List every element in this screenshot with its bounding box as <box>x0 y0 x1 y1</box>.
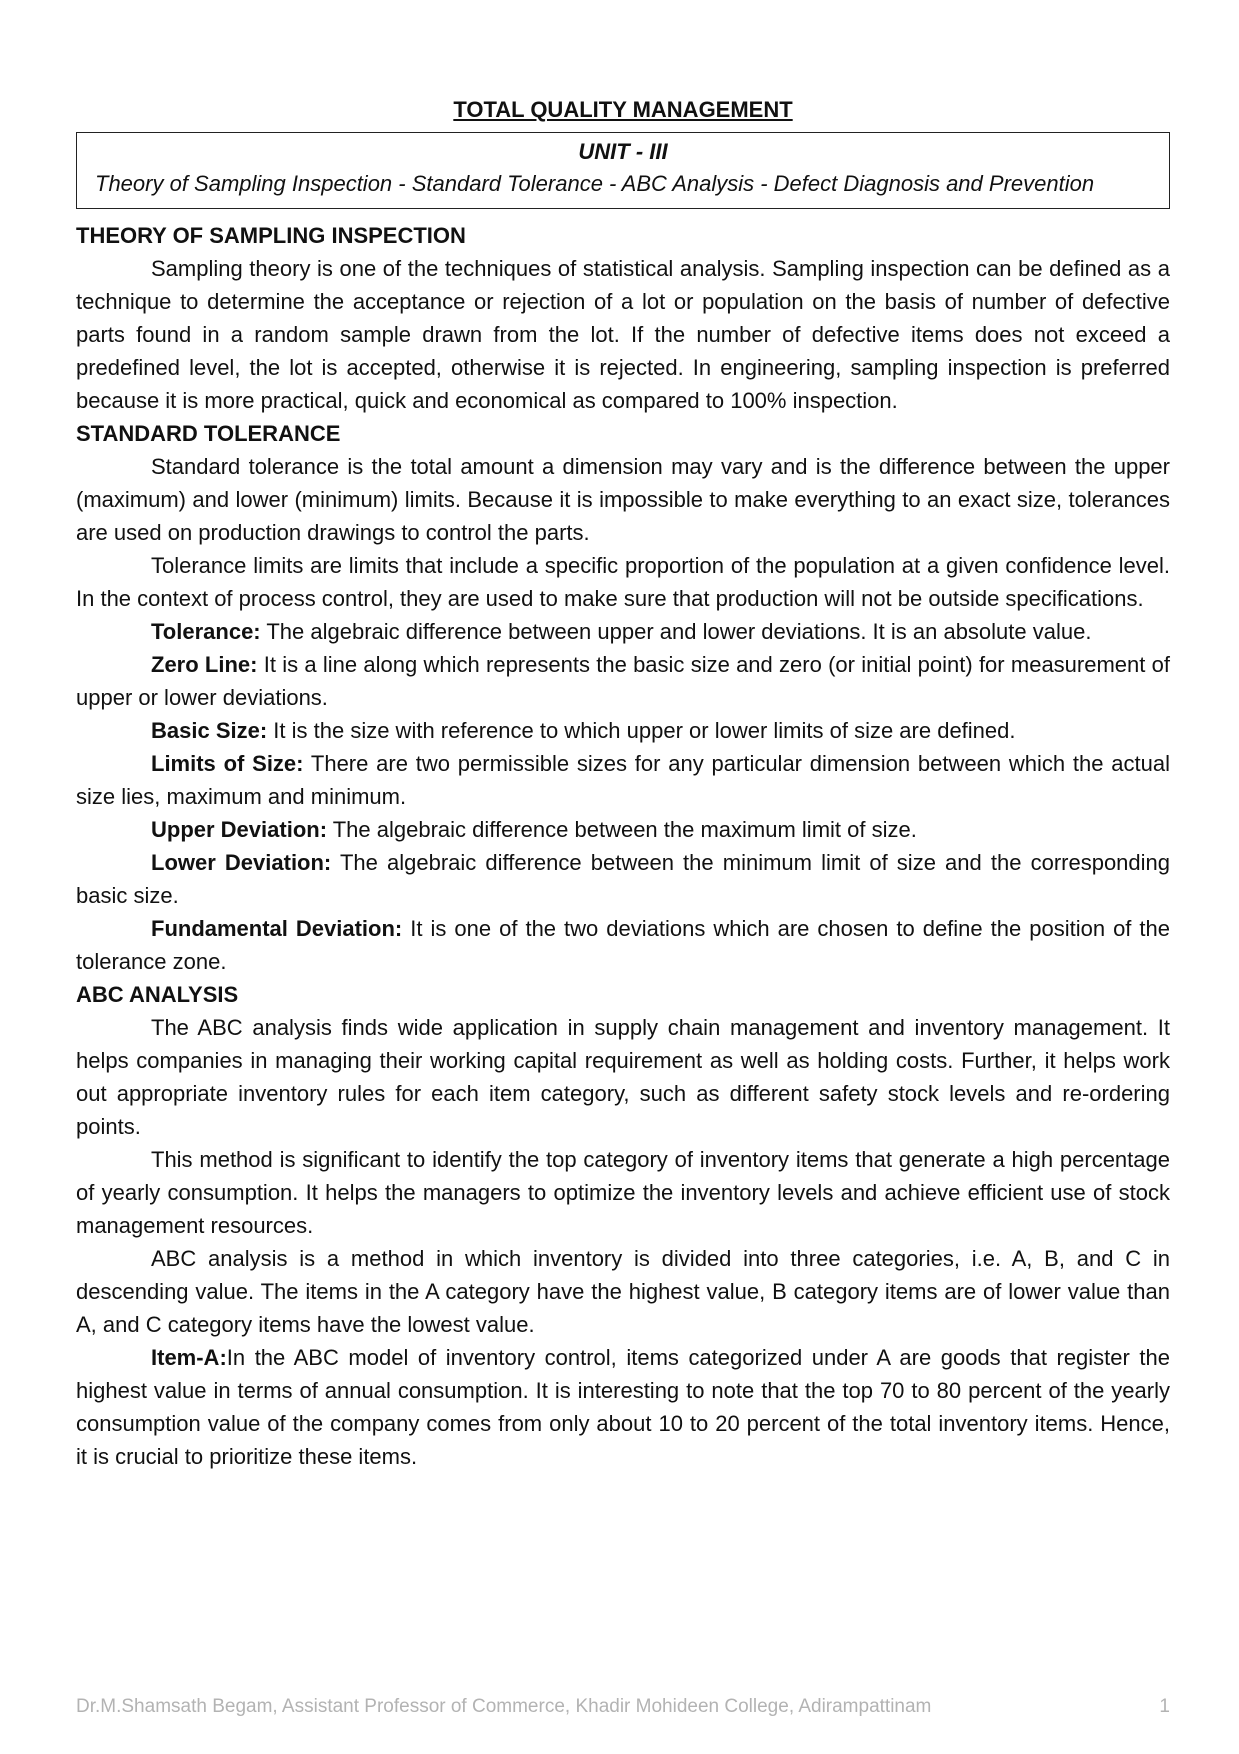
definition-tolerance <box>76 615 1170 648</box>
section-heading-sampling: THEORY OF SAMPLING INSPECTION <box>76 223 466 248</box>
document-page <box>76 96 1170 1473</box>
sampling-paragraph-1: Sampling theory is one of the techniques of statistical analysis. Sampling inspection can be defined as a technique to determine the acceptance or rejection of a lot or population on the basis of number of defective parts found in a random sample drawn from the lot. If the number of defective items does not exceed a predefined level, the lot is accepted, otherwise it is rejected. In engineering, sampling inspection is preferred because it is more practical, quick and economical as compared to 100% inspection. <box>76 256 1170 413</box>
definition-lower-deviation <box>76 846 1170 912</box>
item-a-term: Item-A: <box>151 1345 227 1370</box>
tolerance-paragraph-1: Standard tolerance is the total amount a dimension may vary and is the difference between the upper (maximum) and lower (minimum) limits. Because it is impossible to make everything to an exact size, tolerances are used on production drawings to control the parts. <box>76 454 1170 545</box>
definition-limits-of-size <box>76 747 1170 813</box>
tolerance-paragraph-2: Tolerance limits are limits that include a specific proportion of the population at a given confidence level. In the context of process control, they are used to make sure that production will not be outside specifications. <box>76 553 1170 611</box>
unit-box <box>76 132 1170 209</box>
abc-paragraph-2: This method is significant to identify the top category of inventory items that generate a high percentage of yearly consumption. It helps the managers to optimize the inventory levels and achieve efficient use of stock management resources. <box>76 1147 1170 1238</box>
abc-item-a <box>76 1341 1170 1473</box>
definition-term: Tolerance: <box>151 619 261 644</box>
definition-text: It is the size with reference to which upper or lower limits of size are defined. <box>267 718 1016 743</box>
section-heading-abc: ABC ANALYSIS <box>76 982 239 1007</box>
definition-term: Upper Deviation: <box>151 817 328 842</box>
definition-term: Zero Line: <box>151 652 258 677</box>
abc-paragraph-1: The ABC analysis finds wide application in supply chain management and inventory management. It helps companies in managing their working capital requirement as well as holding costs. Further, it helps work out appropriate inventory rules for each item category, such as different safety stock levels and re-ordering points. <box>76 1015 1170 1139</box>
unit-description: Theory of Sampling Inspection - Standard Tolerance - ABC Analysis - Defect Diagnosis and Prevention <box>95 171 1095 196</box>
definition-term: Fundamental Deviation: <box>151 916 403 941</box>
section-heading-tolerance: STANDARD TOLERANCE <box>76 421 341 446</box>
document-title: TOTAL QUALITY MANAGEMENT <box>453 97 793 122</box>
definition-term: Limits of Size: <box>151 751 304 776</box>
definition-text: The algebraic difference between the minimum limit of size and the corresponding basic size. <box>76 850 1171 908</box>
unit-label: UNIT - III <box>578 139 668 164</box>
page-footer <box>76 1696 1170 1718</box>
abc-paragraph-3: ABC analysis is a method in which inventory is divided into three categories, i.e. A, B, and C in descending value. The items in the A category have the highest value, B category items are of lower value than A, and C category items have the lowest value. <box>76 1246 1170 1337</box>
definition-basic-size <box>76 714 1170 747</box>
definition-upper-deviation <box>76 813 1170 846</box>
definition-fundamental-deviation <box>76 912 1170 978</box>
definition-term: Lower Deviation: <box>151 850 332 875</box>
item-a-text: In the ABC model of inventory control, items categorized under A are goods that register the highest value in terms of annual consumption. It is interesting to note that the top 70 to 80 percent of the yearly consumption value of the company comes from only about 10 to 20 percent of the total inventory items. Hence, it is crucial to prioritize these items. <box>76 1345 1170 1469</box>
page-number: 1 <box>1159 1696 1170 1717</box>
definition-term: Basic Size: <box>151 718 268 743</box>
definition-text: The algebraic difference between the maximum limit of size. <box>327 817 917 842</box>
definition-zero-line <box>76 648 1170 714</box>
definition-text: It is one of the two deviations which are chosen to define the position of the tolerance zone. <box>76 916 1171 974</box>
footer-author: Dr.M.Shamsath Begam, Assistant Professor of Commerce, Khadir Mohideen College, Adirampattinam <box>76 1696 932 1717</box>
definition-text: The algebraic difference between upper and lower deviations. It is an absolute value. <box>260 619 1092 644</box>
definition-text: It is a line along which represents the basic size and zero (or initial point) for measurement of upper or lower deviations. <box>76 652 1171 710</box>
definition-text: There are two permissible sizes for any particular dimension between which the actual size lies, maximum and minimum. <box>76 751 1170 809</box>
